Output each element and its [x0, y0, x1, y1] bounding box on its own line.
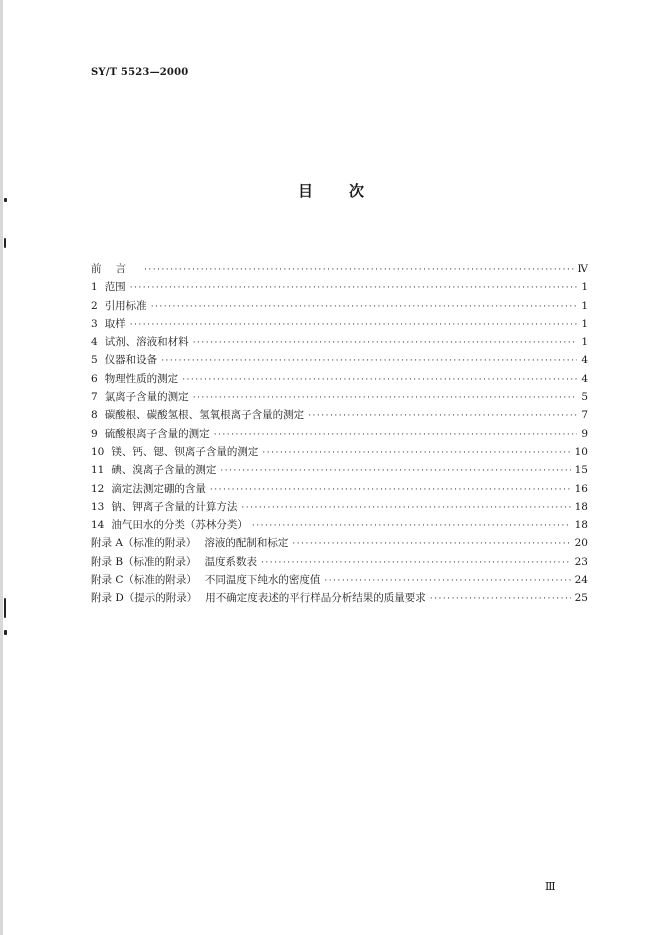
- toc-appendix-entry[interactable]: [91, 535, 588, 553]
- toc-entry-page: 16: [574, 482, 588, 495]
- scan-edge: [0, 0, 3, 935]
- toc-leader-dots: [193, 393, 578, 403]
- toc-appendix-entry[interactable]: [91, 554, 588, 572]
- toc-leader-dots: [193, 338, 578, 348]
- toc-entry-number: 1: [91, 281, 98, 294]
- toc-entry-title: 钠、钾离子含量的计算方法: [111, 500, 238, 513]
- toc-entry-title: 氯离子含量的测定: [104, 391, 189, 404]
- toc-leader-dots: [182, 375, 577, 385]
- toc-leader-dots: [262, 448, 570, 458]
- toc-entry-number: 3: [91, 317, 98, 330]
- toc-leader-dots: [130, 320, 578, 330]
- toc-entry-number: 11: [91, 464, 105, 477]
- toc-entry-page: 20: [574, 537, 588, 550]
- toc-leader-dots: [214, 430, 578, 440]
- toc-entry-number: 5: [91, 354, 98, 367]
- scan-mark: [4, 598, 6, 618]
- toc-entry-title: 试剂、溶液和材料: [104, 336, 189, 349]
- toc-entry-title: 硫酸根离子含量的测定: [104, 427, 210, 440]
- toc-entry-title: 温度系数表: [204, 555, 258, 568]
- toc-entry-page: 9: [581, 427, 588, 440]
- toc-leader-dots: [144, 265, 574, 275]
- toc-appendix-label: 附录 B（标准的附录）: [91, 555, 197, 568]
- toc-entry-title: 范围: [104, 281, 126, 294]
- scan-mark: [4, 630, 7, 635]
- toc-entry-number: 9: [91, 427, 98, 440]
- toc-entry-title: 引用标准: [104, 299, 147, 312]
- toc-entry-number: 2: [91, 299, 98, 312]
- toc-entry-page: 18: [574, 519, 588, 532]
- toc-entry-title: 滴定法测定硼的含量: [111, 482, 206, 495]
- toc-entry-title: 镁、钙、锶、钡离子含量的测定: [111, 445, 259, 458]
- toc-entry-number: 12: [91, 482, 105, 495]
- toc-entry-page: 10: [574, 445, 588, 458]
- toc-entry-page: 23: [574, 555, 588, 568]
- toc-entry[interactable]: [91, 316, 588, 334]
- toc-entry-page: 25: [574, 592, 588, 605]
- toc-leader-dots: [161, 356, 577, 366]
- toc-entry-page: 5: [581, 391, 588, 404]
- toc-entry-title: 物理性质的测定: [104, 372, 179, 385]
- toc-entry-page: 18: [574, 500, 588, 513]
- table-of-contents: [91, 261, 588, 609]
- toc-entry[interactable]: [91, 407, 588, 425]
- scan-mark: [4, 238, 6, 248]
- toc-entry[interactable]: [91, 444, 588, 462]
- toc-entry-title: 前言: [91, 263, 140, 275]
- toc-entry-title: 油气田水的分类（苏林分类）: [111, 519, 248, 532]
- toc-heading-part1: 目: [297, 182, 313, 200]
- toc-leader-dots: [261, 558, 571, 568]
- toc-entry-number: 14: [91, 519, 105, 532]
- toc-entry-title: 溶液的配制和标定: [204, 537, 289, 550]
- toc-leader-dots: [210, 485, 571, 495]
- toc-entry-page: 1: [581, 281, 588, 294]
- toc-appendix-label: 附录 C（标准的附录）: [91, 574, 197, 587]
- toc-entry-page: 15: [574, 464, 588, 477]
- document-code: SY/T 5523—2000: [91, 67, 189, 78]
- toc-entry-number: 7: [91, 391, 98, 404]
- toc-entry-title: 取样: [104, 317, 126, 330]
- toc-entry-number: 8: [91, 409, 98, 422]
- toc-entry-title: 仪器和设备: [104, 354, 158, 367]
- toc-entry-title: 碘、溴离子含量的测定: [111, 464, 217, 477]
- toc-leader-dots: [220, 466, 570, 476]
- toc-leader-dots: [241, 503, 570, 513]
- toc-entry-number: 13: [91, 500, 105, 513]
- toc-leader-dots: [252, 521, 571, 531]
- toc-entry-number: 4: [91, 336, 98, 349]
- toc-leader-dots: [151, 302, 578, 312]
- toc-entry[interactable]: [91, 481, 588, 499]
- toc-heading-part2: 次: [349, 182, 365, 200]
- page-number: Ⅲ: [545, 880, 556, 893]
- toc-entry[interactable]: [91, 279, 588, 297]
- toc-entry[interactable]: [91, 352, 588, 370]
- toc-entry-page: 24: [574, 574, 588, 587]
- toc-entry-preface[interactable]: [91, 261, 588, 279]
- toc-entry[interactable]: [91, 389, 588, 407]
- toc-entry-page: 1: [581, 317, 588, 330]
- toc-heading: [0, 180, 662, 201]
- toc-leader-dots: [324, 576, 570, 586]
- toc-leader-dots: [430, 594, 571, 604]
- toc-entry-title: 碳酸根、碳酸氢根、氢氧根离子含量的测定: [104, 409, 305, 422]
- toc-appendix-entry[interactable]: [91, 590, 588, 608]
- toc-leader-dots: [130, 283, 578, 293]
- toc-entry-number: 6: [91, 372, 98, 385]
- toc-entry[interactable]: [91, 499, 588, 517]
- toc-entry-page: 7: [581, 409, 588, 422]
- toc-entry-page: 4: [581, 354, 588, 367]
- toc-entry[interactable]: [91, 371, 588, 389]
- toc-entry-title: 用不确定度表述的平行样品分析结果的质量要求: [205, 592, 426, 605]
- toc-leader-dots: [308, 411, 577, 421]
- toc-entry[interactable]: [91, 298, 588, 316]
- toc-entry-page: 4: [581, 372, 588, 385]
- toc-entry[interactable]: [91, 517, 588, 535]
- toc-entry-title: 不同温度下纯水的密度值: [204, 574, 321, 587]
- toc-leader-dots: [292, 539, 570, 549]
- toc-entry[interactable]: [91, 462, 588, 480]
- toc-appendix-entry[interactable]: [91, 572, 588, 590]
- toc-entry[interactable]: [91, 334, 588, 352]
- toc-appendix-label: 附录 A（标准的附录）: [91, 537, 197, 550]
- toc-entry-page: Ⅳ: [577, 263, 588, 275]
- toc-entry-number: 10: [91, 445, 105, 458]
- toc-entry[interactable]: [91, 426, 588, 444]
- toc-entry-page: 1: [581, 299, 588, 312]
- toc-entry-page: 1: [581, 336, 588, 349]
- toc-appendix-label: 附录 D（提示的附录）: [91, 592, 198, 605]
